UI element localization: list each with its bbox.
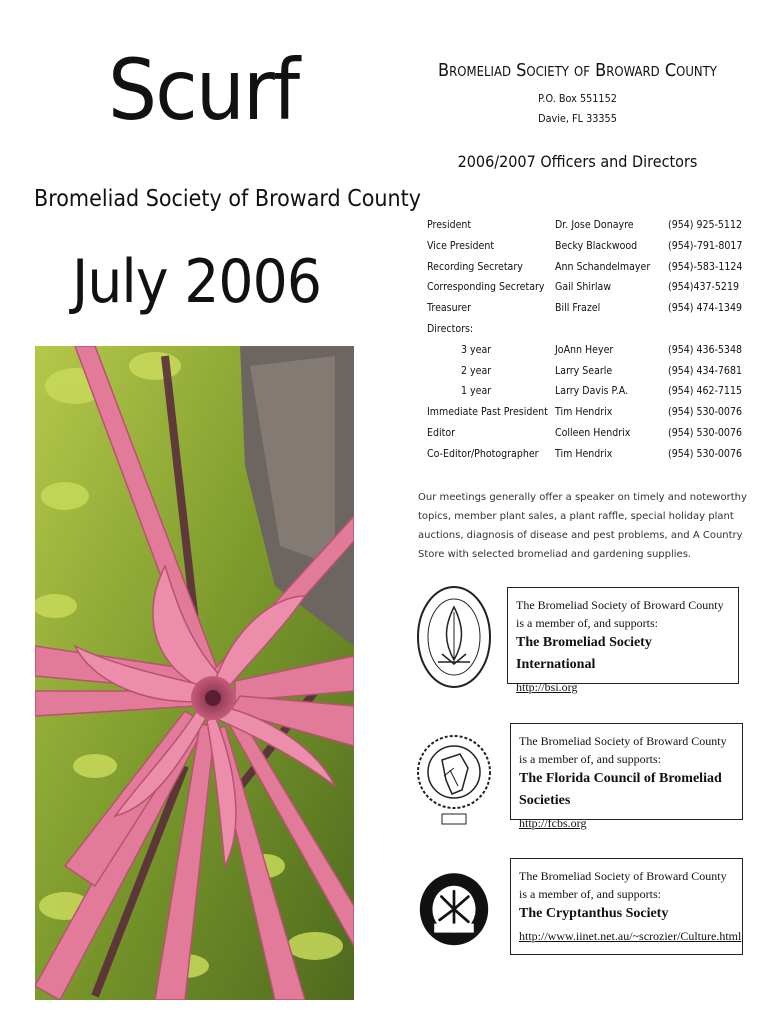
officer-role: Immediate Past President <box>427 405 548 419</box>
officer-phone: (954) 474-1349 <box>668 301 743 315</box>
meetings-description: Our meetings generally offer a speaker on timely and noteworthy topics, member plant sales, a plant raffle, special holiday plant auctions, diagnosis of disease and pest problems, and A Country Store with selected bromeliad and gardening supplies. <box>418 492 747 560</box>
affiliation-box <box>507 587 739 694</box>
officer-role: Corresponding Secretary <box>427 280 545 294</box>
cover-photo <box>35 346 354 1000</box>
fcbs-seal-icon <box>414 710 494 840</box>
affiliation-fcbs <box>414 710 750 830</box>
officer-row <box>427 343 747 364</box>
officer-role: President <box>427 218 472 231</box>
newsletter-title: Scurf <box>108 41 299 139</box>
cryptanthus-seal-icon <box>414 866 494 956</box>
officer-phone: (954) 925-5112 <box>668 218 743 231</box>
officer-name: Gail Shirlaw <box>555 280 612 294</box>
cryptanthus-link[interactable]: http://www.iinet.net.au/~scrozier/Culture.html <box>519 929 742 943</box>
officer-row <box>427 364 747 385</box>
affiliation-box <box>510 858 743 955</box>
director-term: 1 year <box>461 384 492 398</box>
affiliation-intro: The Bromeliad Society of Broward County is a member of, and supports: <box>519 869 727 901</box>
affiliation-org: The Cryptanthus Society <box>519 906 669 921</box>
officer-role: Recording Secretary <box>427 259 523 273</box>
address-line-1: P.O. Box 551152 <box>538 92 617 105</box>
society-name: Bromeliad Society of Broward County <box>438 60 717 81</box>
officer-phone: (954) 530-0076 <box>668 425 743 439</box>
pink-bromeliad-photo-icon <box>35 346 354 1000</box>
officer-name: Larry Searle <box>555 363 613 377</box>
officer-role: Co-Editor/Photographer <box>427 446 539 460</box>
affiliation-box <box>510 723 743 830</box>
officer-phone: (954) 462-7115 <box>668 384 743 398</box>
address-line-2: Davie, FL 33355 <box>538 112 617 125</box>
officer-name: Becky Blackwood <box>555 238 638 252</box>
officer-role: Treasurer <box>427 301 472 315</box>
officer-name: Colleen Hendrix <box>555 425 631 439</box>
officer-phone: (954) 434-7681 <box>668 363 743 377</box>
affiliation-intro: The Bromeliad Society of Broward County is a member of, and supports: <box>519 734 727 766</box>
officer-phone: (954) 530-0076 <box>668 405 743 419</box>
officer-name: Ann Schandelmayer <box>555 259 651 273</box>
affiliation-bsi <box>414 582 750 702</box>
officer-name: JoAnn Heyer <box>555 342 614 356</box>
bsi-link[interactable]: http://bsi.org <box>516 680 578 694</box>
officer-role: Vice President <box>427 238 495 252</box>
officer-row <box>427 239 747 260</box>
officer-name: Tim Hendrix <box>555 446 613 460</box>
officer-phone: (954) 436-5348 <box>668 342 743 356</box>
director-term: 3 year <box>461 342 492 356</box>
officer-row <box>427 218 747 239</box>
affiliation-intro: The Bromeliad Society of Broward County is a member of, and supports: <box>516 598 724 630</box>
bsi-seal-icon <box>414 582 494 692</box>
officer-phone: (954)-791-8017 <box>668 238 743 252</box>
issue-date: July 2006 <box>72 247 322 317</box>
director-term: 2 year <box>461 363 492 377</box>
officer-row <box>427 301 747 322</box>
affiliation-org: The Florida Council of Bromeliad Societies <box>519 771 722 808</box>
officer-name: Bill Frazel <box>555 301 601 315</box>
newsletter-subtitle: Bromeliad Society of Broward County <box>34 186 422 212</box>
officer-phone: (954)437-5219 <box>668 280 739 294</box>
officer-phone: (954) 530-0076 <box>668 446 743 460</box>
officer-name: Larry Davis P.A. <box>555 384 629 398</box>
officers-heading: 2006/2007 Officers and Directors <box>457 152 698 171</box>
fcbs-link[interactable]: http://fcbs.org <box>519 816 587 830</box>
officer-name: Tim Hendrix <box>555 405 613 419</box>
directors-heading-row <box>427 322 747 343</box>
officer-row <box>427 260 747 281</box>
affiliation-org: The Bromeliad Society International <box>516 635 652 672</box>
affiliation-cryptanthus <box>414 858 750 978</box>
officer-name: Dr. Jose Donayre <box>555 218 634 231</box>
officer-row <box>427 405 747 426</box>
officer-row <box>427 280 747 301</box>
officer-role: Editor <box>427 425 456 439</box>
officer-row <box>427 447 747 468</box>
officers-list <box>427 218 747 468</box>
directors-heading: Directors: <box>427 321 474 335</box>
officer-row <box>427 426 747 447</box>
officer-phone: (954)-583-1124 <box>668 259 743 273</box>
officer-row <box>427 384 747 405</box>
